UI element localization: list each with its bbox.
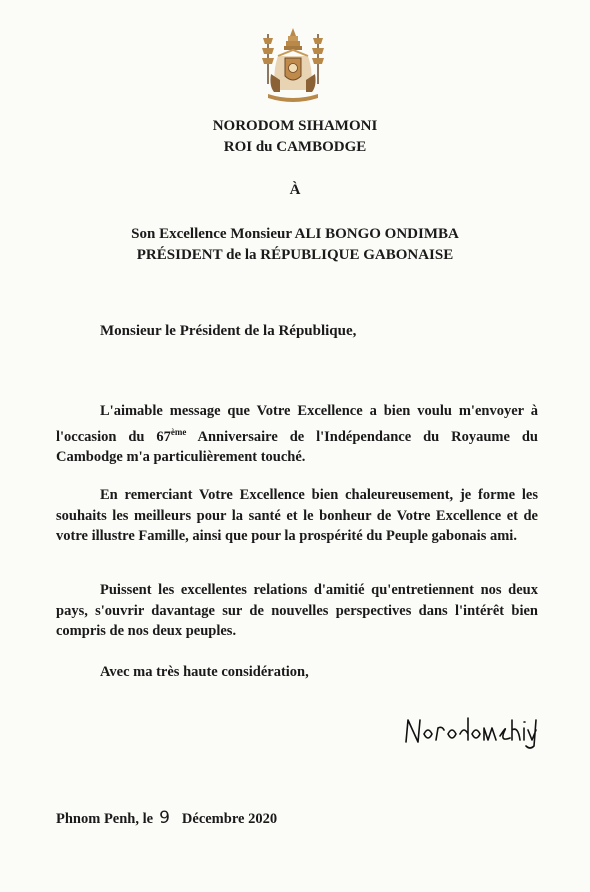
date-month-year: Décembre 2020 xyxy=(181,811,278,827)
paragraph-2-text: En remerciant Votre Excellence bien chaleureusement, je forme les souhaits les meilleurs pour la santé et le bonheur de Votre Excellence et de votre illustre Famille, ainsi que pour la prospérité du Peuple gabonais ami. xyxy=(56,487,538,544)
date-place: Phnom Penh, le xyxy=(56,811,154,827)
addressee-preposition: À xyxy=(289,182,301,198)
date-day: 9 xyxy=(159,808,170,828)
sender-title: ROI du CAMBODGE xyxy=(223,139,367,155)
handwritten-signature xyxy=(400,712,542,750)
paragraph-3 xyxy=(56,580,538,642)
recipient-name: Son Excellence Monsieur ALI BONGO ONDIMBA xyxy=(131,226,459,242)
closing-formula: Avec ma très haute considération, xyxy=(100,664,309,680)
royal-coat-of-arms-icon xyxy=(258,26,328,104)
salutation: Monsieur le Président de la République, xyxy=(100,323,357,339)
paragraph-2 xyxy=(56,485,538,547)
paragraph-1-text-end: Anniversaire de l'Indépendance du Royaume du Cambodge m'a particulièrement touché. xyxy=(56,428,538,465)
date-line xyxy=(56,808,277,828)
sender-name: NORODOM SIHAMONI xyxy=(212,118,378,134)
paragraph-1-text-start: L'aimable message que Votre Excellence a bien voulu m'envoyer à l'occasion du 67 xyxy=(56,403,538,445)
paragraph-1 xyxy=(56,401,538,467)
ordinal-suffix: ème xyxy=(170,426,187,437)
recipient-title: PRÉSIDENT de la RÉPUBLIQUE GABONAISE xyxy=(136,247,454,263)
paragraph-3-text: Puissent les excellentes relations d'amitié qu'entretiennent nos deux pays, s'ouvrir davantage sur de nouvelles perspectives dans l'intérêt bien compris de nos deux peuples. xyxy=(56,582,538,639)
